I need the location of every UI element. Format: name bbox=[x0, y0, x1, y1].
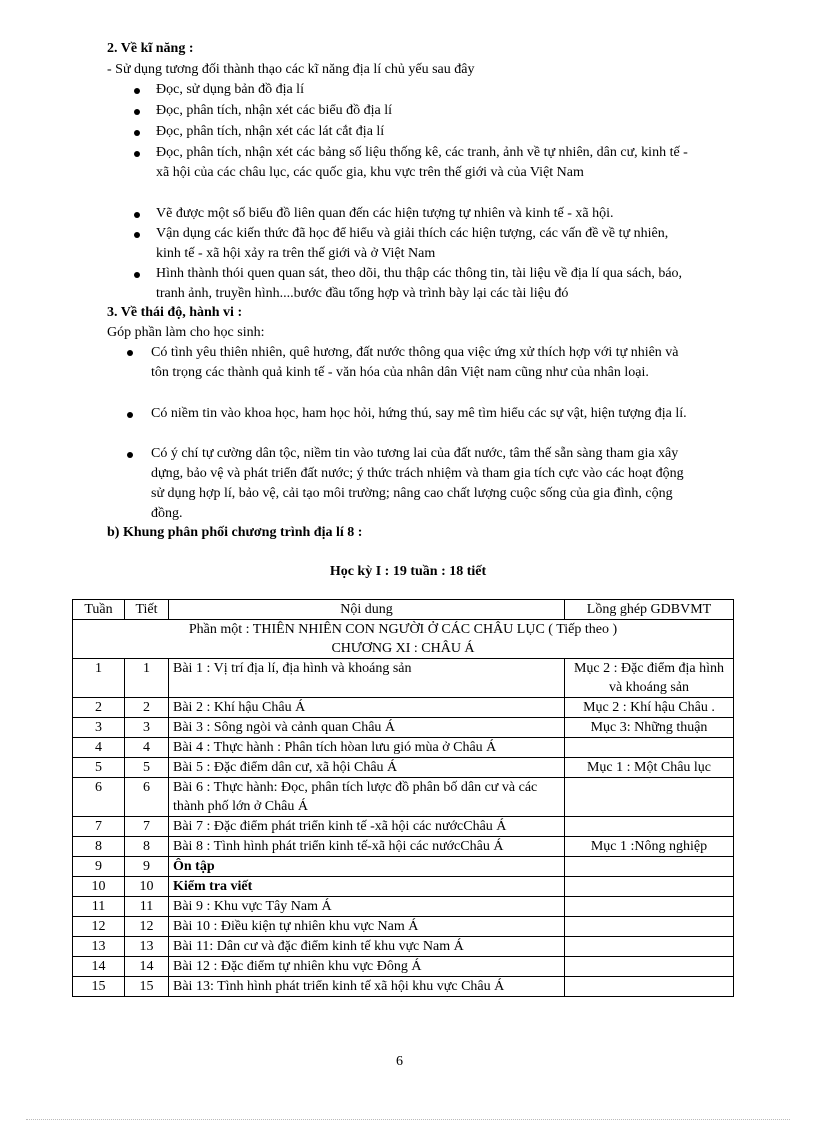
table-row bbox=[73, 917, 734, 937]
cell-period: 8 bbox=[125, 837, 169, 857]
bullet-icon bbox=[134, 109, 140, 115]
cell-week: 5 bbox=[73, 758, 125, 778]
skills-intro: - Sử dụng tương đối thành thạo các kĩ năng địa lí chủ yếu sau đây bbox=[107, 62, 475, 77]
cell-content: Bài 7 : Đặc điểm phát triển kinh tế -xã hội các nướcChâu Á bbox=[169, 817, 565, 837]
bullet-icon bbox=[134, 272, 140, 278]
bullet-icon bbox=[134, 130, 140, 136]
cell-period: 6 bbox=[125, 778, 169, 817]
cell-period: 7 bbox=[125, 817, 169, 837]
cell-content: Bài 11: Dân cư và đặc điểm kinh tế khu vực Nam Á bbox=[169, 937, 565, 957]
header-week: Tuần bbox=[73, 600, 125, 620]
skill-item: Đọc, phân tích, nhận xét các biểu đồ địa lí bbox=[156, 103, 392, 118]
cell-week: 1 bbox=[73, 659, 125, 698]
table-row bbox=[73, 817, 734, 837]
cell-week: 7 bbox=[73, 817, 125, 837]
cell-env bbox=[565, 817, 734, 837]
skill-item: Đọc, sử dụng bản đồ địa lí bbox=[156, 82, 304, 97]
attitude-heading: 3. Về thái độ, hành vi : bbox=[107, 305, 243, 320]
skills-heading: 2. Về kĩ năng : bbox=[107, 41, 194, 56]
cell-period: 12 bbox=[125, 917, 169, 937]
cell-content: Bài 8 : Tình hình phát triển kinh tế-xã hội các nướcChâu Á bbox=[169, 837, 565, 857]
bullet-icon bbox=[134, 88, 140, 94]
attitude-item: Có ý chí tự cường dân tộc, niềm tin vào tương lai của đất nước, tâm thế sẵn sàng tham gia xây dựng, bảo vệ và phát triển đất nước; ý thức trách nhiệm và tham gia tích cực vào các hoạt động sử dụng hợp lí, bảo vệ, cải tạo môi trường; nâng cao chất lượng cuộc sống của gia đình, cộng đồng. bbox=[151, 446, 684, 521]
attitude-item: Có niềm tin vào khoa học, ham học hỏi, hứng thú, say mê tìm hiểu các sự vật, hiện tượng địa lí. bbox=[151, 406, 687, 421]
cell-env bbox=[565, 917, 734, 937]
cell-content: Bài 1 : Vị trí địa lí, địa hình và khoáng sản bbox=[169, 659, 565, 698]
section-title: Phần một : THIÊN NHIÊN CON NGƯỜI Ở CÁC CHÂU LỤC ( Tiếp theo ) bbox=[73, 620, 734, 640]
cell-content: Bài 10 : Điều kiện tự nhiên khu vực Nam Á bbox=[169, 917, 565, 937]
cell-week: 4 bbox=[73, 738, 125, 758]
cell-env: Mục 1 :Nông nghiệp bbox=[565, 837, 734, 857]
page-number: 6 bbox=[396, 1054, 403, 1069]
cell-env: Mục 2 : Khí hậu Châu . bbox=[565, 698, 734, 718]
cell-period: 5 bbox=[125, 758, 169, 778]
table-row bbox=[73, 659, 734, 698]
attitude-item: Có tình yêu thiên nhiên, quê hương, đất nước thông qua việc ứng xử thích hợp với tự nhiên và tôn trọng các thành quả kinh tế - văn hóa của nhân dân Việt nam cũng như của nhân loại. bbox=[151, 345, 679, 380]
cell-week: 2 bbox=[73, 698, 125, 718]
skill-item: Vận dụng các kiến thức đã học để hiểu và giải thích các hiện tượng, các vấn đề về tự nhiên, kinh tế - xã hội xảy ra trên thế giới và ở Việt Nam bbox=[156, 226, 669, 261]
table-row bbox=[73, 738, 734, 758]
cell-week: 10 bbox=[73, 877, 125, 897]
header-env: Lồng ghép GDBVMT bbox=[565, 600, 734, 620]
table-row bbox=[73, 957, 734, 977]
header-content: Nội dung bbox=[169, 600, 565, 620]
chapter-title: CHƯƠNG XI : CHÂU Á bbox=[73, 639, 734, 659]
cell-week: 13 bbox=[73, 937, 125, 957]
page-divider bbox=[26, 1119, 790, 1120]
cell-env: Mục 2 : Đặc điểm địa hình và khoáng sản bbox=[565, 659, 734, 698]
bullet-icon bbox=[134, 232, 140, 238]
table-row bbox=[73, 698, 734, 718]
table-row bbox=[73, 758, 734, 778]
skill-item: Đọc, phân tích, nhận xét các lát cắt địa lí bbox=[156, 124, 385, 139]
cell-period: 4 bbox=[125, 738, 169, 758]
cell-env bbox=[565, 937, 734, 957]
header-period: Tiết bbox=[125, 600, 169, 620]
cell-week: 9 bbox=[73, 857, 125, 877]
cell-env: Mục 3: Những thuận bbox=[565, 718, 734, 738]
table-row bbox=[73, 837, 734, 857]
cell-period: 2 bbox=[125, 698, 169, 718]
cell-env: Mục 1 : Một Châu lục bbox=[565, 758, 734, 778]
cell-period: 3 bbox=[125, 718, 169, 738]
table-row bbox=[73, 718, 734, 738]
cell-period: 10 bbox=[125, 877, 169, 897]
cell-content: Ôn tập bbox=[169, 857, 565, 877]
bullet-icon bbox=[134, 151, 140, 157]
semester-title: Học kỳ I : 19 tuần : 18 tiết bbox=[329, 564, 487, 579]
cell-content: Bài 13: Tình hình phát triển kinh tế xã hội khu vực Châu Á bbox=[169, 977, 565, 997]
attitude-intro: Góp phần làm cho học sinh: bbox=[107, 325, 265, 340]
table-header-row bbox=[73, 600, 734, 620]
cell-period: 9 bbox=[125, 857, 169, 877]
skill-item: Vẽ được một số biểu đồ liên quan đến các hiện tượng tự nhiên và kinh tế - xã hội. bbox=[156, 206, 614, 221]
cell-content: Bài 4 : Thực hành : Phân tích hòan lưu gió mùa ở Châu Á bbox=[169, 738, 565, 758]
table-row bbox=[73, 897, 734, 917]
cell-content: Bài 12 : Đặc điểm tự nhiên khu vực Đông Á bbox=[169, 957, 565, 977]
cell-week: 3 bbox=[73, 718, 125, 738]
bullet-icon bbox=[127, 412, 133, 418]
cell-content: Bài 9 : Khu vực Tây Nam Á bbox=[169, 897, 565, 917]
table-row bbox=[73, 857, 734, 877]
cell-week: 14 bbox=[73, 957, 125, 977]
cell-period: 1 bbox=[125, 659, 169, 698]
cell-env bbox=[565, 857, 734, 877]
framework-heading: b) Khung phân phối chương trình địa lí 8 : bbox=[107, 525, 363, 540]
cell-week: 6 bbox=[73, 778, 125, 817]
cell-env bbox=[565, 778, 734, 817]
table-row bbox=[73, 937, 734, 957]
cell-env bbox=[565, 738, 734, 758]
cell-content: Kiểm tra viết bbox=[169, 877, 565, 897]
cell-week: 15 bbox=[73, 977, 125, 997]
bullet-icon bbox=[127, 452, 133, 458]
cell-env bbox=[565, 897, 734, 917]
cell-content: Bài 3 : Sông ngòi và cảnh quan Châu Á bbox=[169, 718, 565, 738]
cell-period: 11 bbox=[125, 897, 169, 917]
cell-env bbox=[565, 957, 734, 977]
cell-period: 15 bbox=[125, 977, 169, 997]
skill-item: Hình thành thói quen quan sát, theo dõi, thu thập các thông tin, tài liệu về địa lí qua sách, báo, tranh ảnh, truyền hình....bước đầu tổng hợp và trình bày lại các tài liệu đó bbox=[156, 266, 683, 301]
cell-content: Bài 6 : Thực hành: Đọc, phân tích lược đồ phân bố dân cư và các thành phố lớn ở Châu Á bbox=[169, 778, 565, 817]
cell-content: Bài 5 : Đặc điểm dân cư, xã hội Châu Á bbox=[169, 758, 565, 778]
bullet-icon bbox=[134, 212, 140, 218]
table-row bbox=[73, 778, 734, 817]
bullet-icon bbox=[127, 350, 133, 356]
cell-env bbox=[565, 977, 734, 997]
cell-content: Bài 2 : Khí hậu Châu Á bbox=[169, 698, 565, 718]
table-row bbox=[73, 977, 734, 997]
cell-period: 13 bbox=[125, 937, 169, 957]
table-row bbox=[73, 877, 734, 897]
cell-week: 12 bbox=[73, 917, 125, 937]
cell-period: 14 bbox=[125, 957, 169, 977]
skill-item: Đọc, phân tích, nhận xét các bảng số liệu thống kê, các tranh, ảnh về tự nhiên, dân cư, kinh tế - xã hội của các châu lục, các quốc gia, khu vực trên thế giới và của Việt Nam bbox=[156, 145, 688, 180]
curriculum-table bbox=[72, 599, 734, 997]
cell-env bbox=[565, 877, 734, 897]
cell-week: 11 bbox=[73, 897, 125, 917]
cell-week: 8 bbox=[73, 837, 125, 857]
